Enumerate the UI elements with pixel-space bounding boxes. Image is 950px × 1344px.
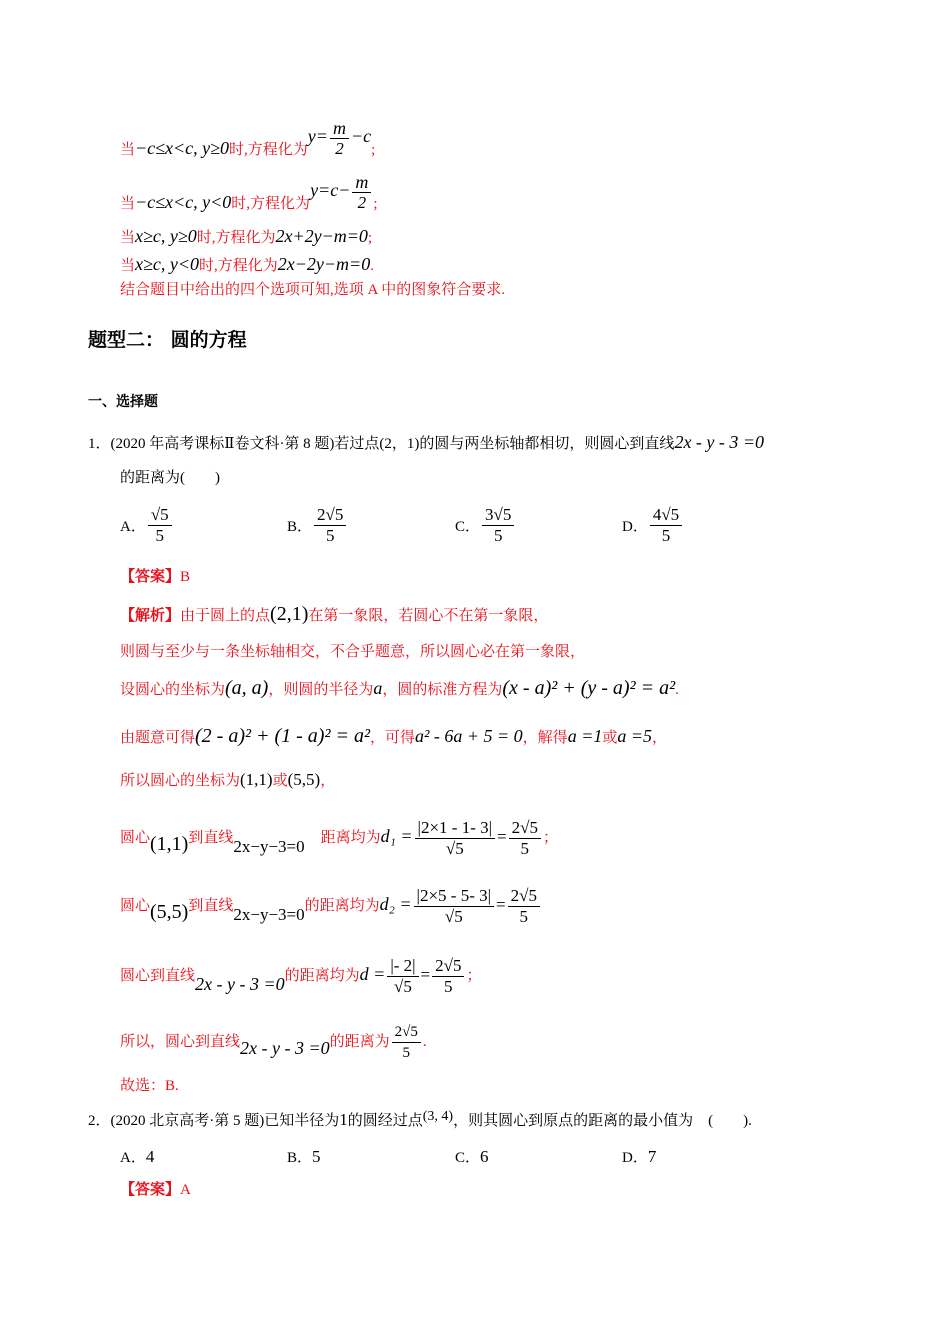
q1-analysis-line-2: 则圆与至少与一条坐标轴相交，不合乎题意，所以圆心必在第一象限， [120, 644, 586, 660]
q1-distance-1: 圆心(1,1)到直线2x−y−3=0 距离均为d₁ = $\frac{|2\times 1 - 1- 3|}{√5}$ = $\frac{2√5}{5}$ ； [120, 818, 558, 859]
q2-option-c: C．6 [455, 1147, 489, 1166]
conclusion-line: 结合题目中给出的四个选项可知,选项 A 中的图象符合要求. [120, 282, 506, 298]
q1-choose: 故选：B. [120, 1078, 179, 1094]
q2-answer: 【答案】A [120, 1182, 191, 1198]
case-line-3: 当x≥c, y≥0时,方程化为2x+2y−m=0; [120, 226, 373, 246]
q1-option-d: D． $\frac{4√5}{5}$ [622, 505, 684, 546]
q1-option-c: C． $\frac{3√5}{5}$ [455, 505, 516, 546]
q1-analysis-line-3: 设圆心的坐标为(a, a)，则圆的半径为a，圆的标准方程为(x - a)² + (y - a)² = a². [120, 677, 679, 699]
q2-option-d: D．7 [622, 1147, 657, 1166]
question-1-text: 1．(2020 年高考课标Ⅱ卷文科·第 8 题)若过点(2，1)的圆与两坐标轴都相切，则圆心到直线2x - y - 3 =0 [88, 432, 765, 452]
subsection-title: 一、选择题 [88, 394, 158, 410]
question-2-text: 2．(2020 北京高考·第 5 题)已知半径为1的圆经过点(3, 4)，则其圆心到原点的距离的最小值为 ( ). [88, 1109, 752, 1129]
case-line-4: 当x≥c, y<0时,方程化为2x−2y−m=0. [120, 254, 374, 274]
q1-distance-3: 圆心到直线2x - y - 3 =0的距离均为d = $\frac{|- 2|}{√5}$ = $\frac{2√5}{5}$ ； [120, 956, 482, 997]
q1-analysis-line-5: 所以圆心的坐标为(1,1)或(5,5)， [120, 770, 336, 789]
question-1-text-2: 的距离为( ) [120, 470, 220, 486]
q2-option-b: B．5 [287, 1147, 321, 1166]
case-line-2: 当−c≤x<c, y<0时,方程化为y=c− $\frac{m}{2}$ ; [120, 172, 378, 213]
q1-option-b: B． $\frac{2√5}{5}$ [287, 505, 348, 546]
q1-option-a: A． $\frac{√5}{5}$ [120, 505, 174, 546]
q1-analysis-line-1: 【解析】由于圆上的点(2,1)在第一象限，若圆心不在第一象限， [120, 603, 549, 625]
q2-option-a: A．4 [120, 1147, 155, 1166]
q1-analysis-line-4: 由题意可得(2 - a)² + (1 - a)² = a²，可得a² - 6a + 5 = 0，解得a =1或a =5， [120, 725, 668, 747]
q1-answer: 【答案】B [120, 569, 191, 585]
case-line-1: 当−c≤x<c, y≥0时,方程化为y= $\frac{m}{2}$ −c; [120, 118, 376, 159]
q1-distance-2: 圆心(5,5)到直线2x−y−3=0的距离均为d₂ = $\frac{|2\times 5 - 5- 3|}{√5}$ = $\frac{2√5}{5}$ [120, 880, 542, 930]
q1-distance-4: 所以，圆心到直线2x - y - 3 =0的距离为 $\frac{2√5}{5}$ . [120, 1024, 427, 1062]
section-title: 题型二： 圆的方程 [88, 329, 247, 351]
